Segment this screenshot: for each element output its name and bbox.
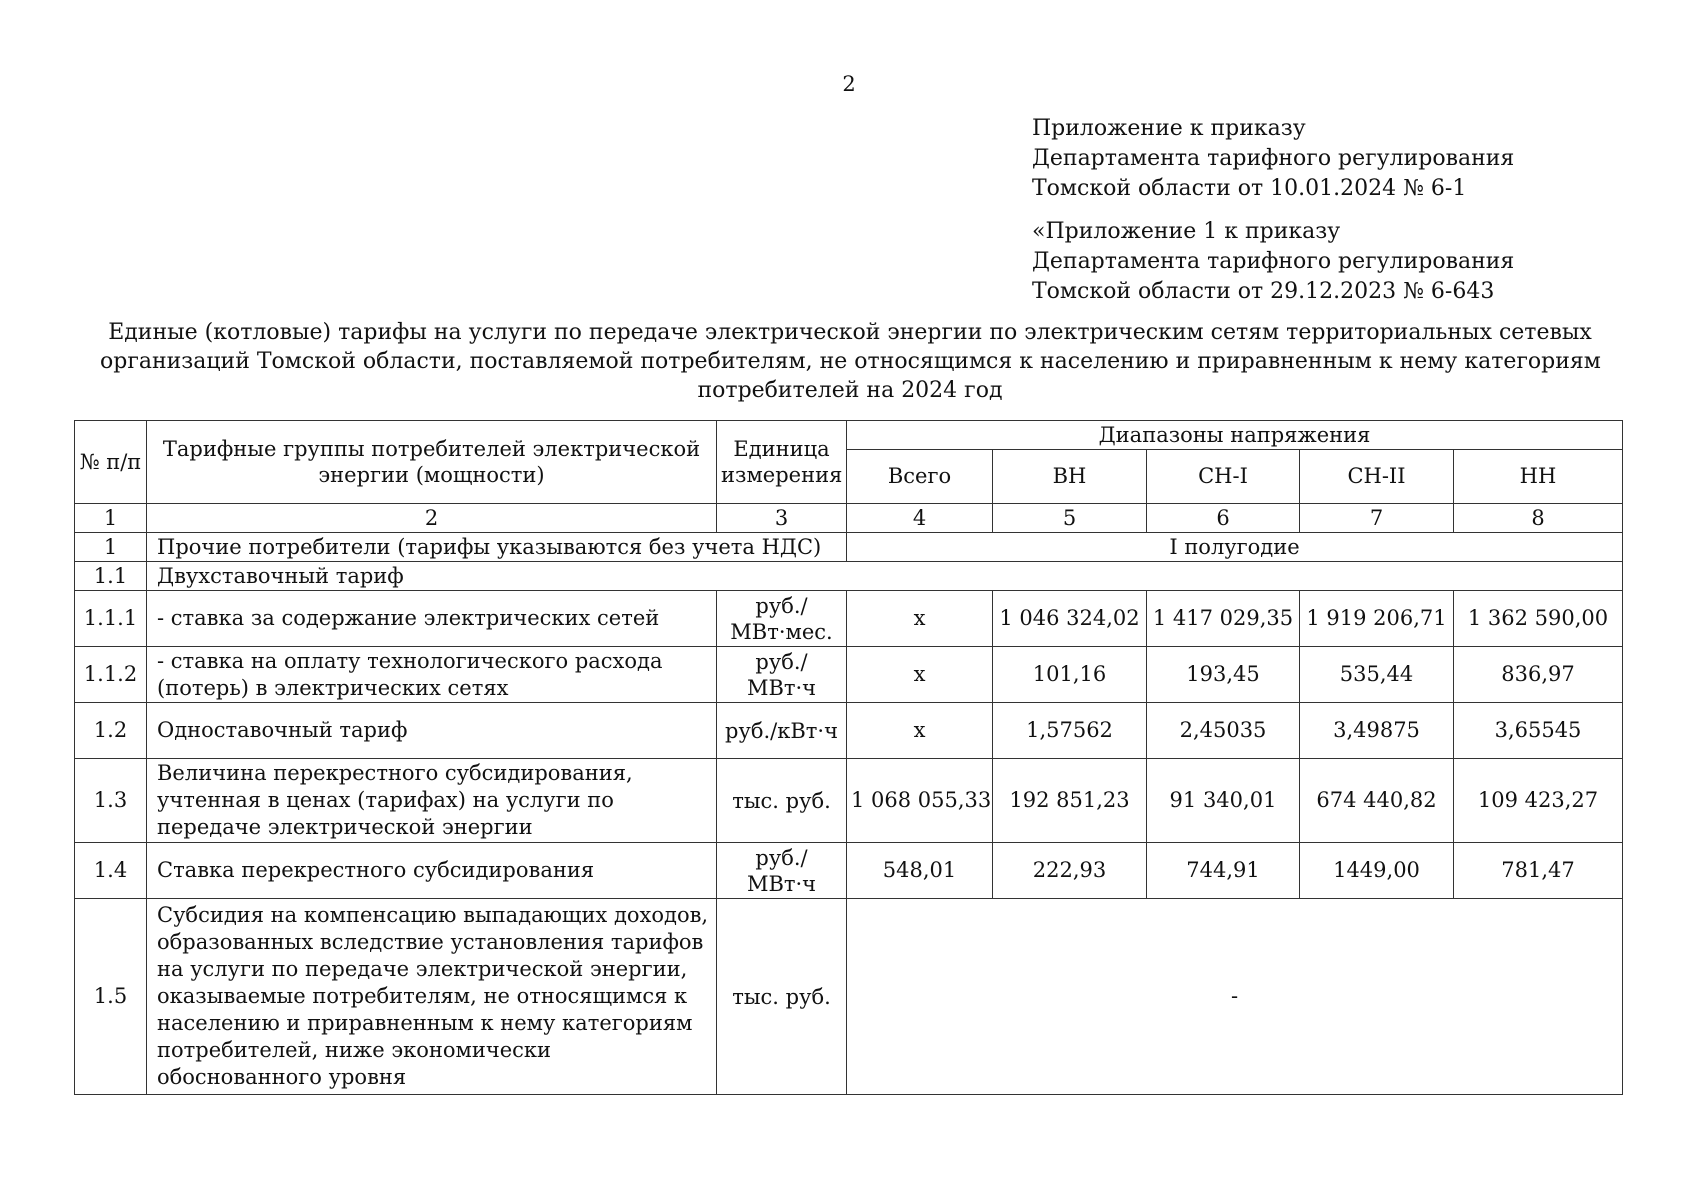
header-tariff-group: Тарифные группы потребителей электрической энергии (мощности) bbox=[147, 421, 717, 504]
appendix-line: Томской области от 10.01.2024 № 6-1 bbox=[1032, 176, 1467, 201]
value-total: 1 068 055,33 bbox=[847, 759, 993, 843]
column-number: 1 bbox=[75, 504, 147, 533]
column-numbering-row bbox=[75, 504, 1623, 533]
value-sn1: 744,91 bbox=[1147, 843, 1300, 899]
row-number: 1 bbox=[75, 533, 147, 562]
value-nn: 3,65545 bbox=[1454, 703, 1623, 759]
row-unit: руб./МВт·ч bbox=[717, 843, 847, 899]
title-line: Единые (котловые) тарифы на услуги по передаче электрической энергии по электрическим сетям территориальных сетевых bbox=[108, 320, 1592, 345]
row-name: Субсидия на компенсацию выпадающих доходов, образованных вследствие установления тарифов на услуги по передаче электрической энергии, оказываемые потребителям, не относящимся к населению и приравненным к нему категориям потребителей, ниже экономически обоснованного уровня bbox=[147, 899, 717, 1095]
row-unit: руб./МВт·ч bbox=[717, 647, 847, 703]
table-row bbox=[75, 647, 1623, 703]
column-number: 5 bbox=[993, 504, 1147, 533]
appendix-line: «Приложение 1 к приказу bbox=[1032, 219, 1341, 244]
column-number: 3 bbox=[717, 504, 847, 533]
value-nn: 1 362 590,00 bbox=[1454, 591, 1623, 647]
appendix-line: Департамента тарифного регулирования bbox=[1032, 146, 1515, 171]
appendix-line: Департамента тарифного регулирования bbox=[1032, 249, 1515, 274]
row-unit: тыс. руб. bbox=[717, 899, 847, 1095]
header-number: № п/п bbox=[75, 421, 147, 504]
value-sn1: 91 340,01 bbox=[1147, 759, 1300, 843]
row-name: Ставка перекрестного субсидирования bbox=[147, 843, 717, 899]
row-name: Одноставочный тариф bbox=[147, 703, 717, 759]
value-total: х bbox=[847, 703, 993, 759]
value-sn1: 1 417 029,35 bbox=[1147, 591, 1300, 647]
column-number: 7 bbox=[1300, 504, 1454, 533]
row-name: Прочие потребители (тарифы указываются без учета НДС) bbox=[147, 533, 847, 562]
table-row bbox=[75, 703, 1623, 759]
value-sn2: 535,44 bbox=[1300, 647, 1454, 703]
title-line: потребителей на 2024 год bbox=[697, 378, 1003, 403]
value-sn1: 2,45035 bbox=[1147, 703, 1300, 759]
row-number: 1.5 bbox=[75, 899, 147, 1095]
value-nn: 109 423,27 bbox=[1454, 759, 1623, 843]
appendix-line: Томской области от 29.12.2023 № 6-643 bbox=[1032, 279, 1495, 304]
period-label: I полугодие bbox=[847, 533, 1623, 562]
value-vn: 1 046 324,02 bbox=[993, 591, 1147, 647]
value-total: х bbox=[847, 591, 993, 647]
value-vn: 222,93 bbox=[993, 843, 1147, 899]
row-unit: руб./МВт·мес. bbox=[717, 591, 847, 647]
row-name: - ставка за содержание электрических сетей bbox=[147, 591, 717, 647]
column-number: 6 bbox=[1147, 504, 1300, 533]
value-vn: 192 851,23 bbox=[993, 759, 1147, 843]
table-row bbox=[75, 591, 1623, 647]
value-nn: 836,97 bbox=[1454, 647, 1623, 703]
value-total: 548,01 bbox=[847, 843, 993, 899]
row-number: 1.3 bbox=[75, 759, 147, 843]
row-unit: тыс. руб. bbox=[717, 759, 847, 843]
row-name: Величина перекрестного субсидирования, учтенная в ценах (тарифах) на услуги по передаче электрической энергии bbox=[147, 759, 717, 843]
row-unit: руб./кВт·ч bbox=[717, 703, 847, 759]
value-sn1: 193,45 bbox=[1147, 647, 1300, 703]
header-col-nn: НН bbox=[1454, 450, 1623, 504]
table-row bbox=[75, 843, 1623, 899]
appendix-reference-original bbox=[1032, 217, 1514, 307]
table-row bbox=[75, 899, 1623, 1095]
header-col-sn1: СН-I bbox=[1147, 450, 1300, 504]
header-col-total: Всего bbox=[847, 450, 993, 504]
header-voltage-ranges: Диапазоны напряжения bbox=[847, 421, 1623, 450]
value-total: х bbox=[847, 647, 993, 703]
value-merged: - bbox=[847, 899, 1623, 1095]
column-number: 4 bbox=[847, 504, 993, 533]
value-vn: 1,57562 bbox=[993, 703, 1147, 759]
value-vn: 101,16 bbox=[993, 647, 1147, 703]
row-number: 1.4 bbox=[75, 843, 147, 899]
row-number: 1.1 bbox=[75, 562, 147, 591]
appendix-reference-current bbox=[1032, 114, 1514, 204]
value-sn2: 1449,00 bbox=[1300, 843, 1454, 899]
table-row bbox=[75, 562, 1623, 591]
header-unit: Единица измерения bbox=[717, 421, 847, 504]
header-col-sn2: СН-II bbox=[1300, 450, 1454, 504]
appendix-line: Приложение к приказу bbox=[1032, 116, 1306, 141]
header-col-vn: ВН bbox=[993, 450, 1147, 504]
row-number: 1.1.1 bbox=[75, 591, 147, 647]
value-sn2: 1 919 206,71 bbox=[1300, 591, 1454, 647]
value-sn2: 674 440,82 bbox=[1300, 759, 1454, 843]
row-name: - ставка на оплату технологического расхода (потерь) в электрических сетях bbox=[147, 647, 717, 703]
column-number: 8 bbox=[1454, 504, 1623, 533]
row-number: 1.1.2 bbox=[75, 647, 147, 703]
document-title bbox=[100, 318, 1600, 405]
table-row bbox=[75, 759, 1623, 843]
column-number: 2 bbox=[147, 504, 717, 533]
page-number: 2 bbox=[842, 72, 856, 96]
tariff-table bbox=[74, 420, 1623, 1095]
row-number: 1.2 bbox=[75, 703, 147, 759]
title-line: организаций Томской области, поставляемой потребителям, не относящимся к населению и приравненным к нему категориям bbox=[100, 349, 1601, 374]
row-name: Двухставочный тариф bbox=[147, 562, 1623, 591]
value-nn: 781,47 bbox=[1454, 843, 1623, 899]
table-row bbox=[75, 533, 1623, 562]
value-sn2: 3,49875 bbox=[1300, 703, 1454, 759]
